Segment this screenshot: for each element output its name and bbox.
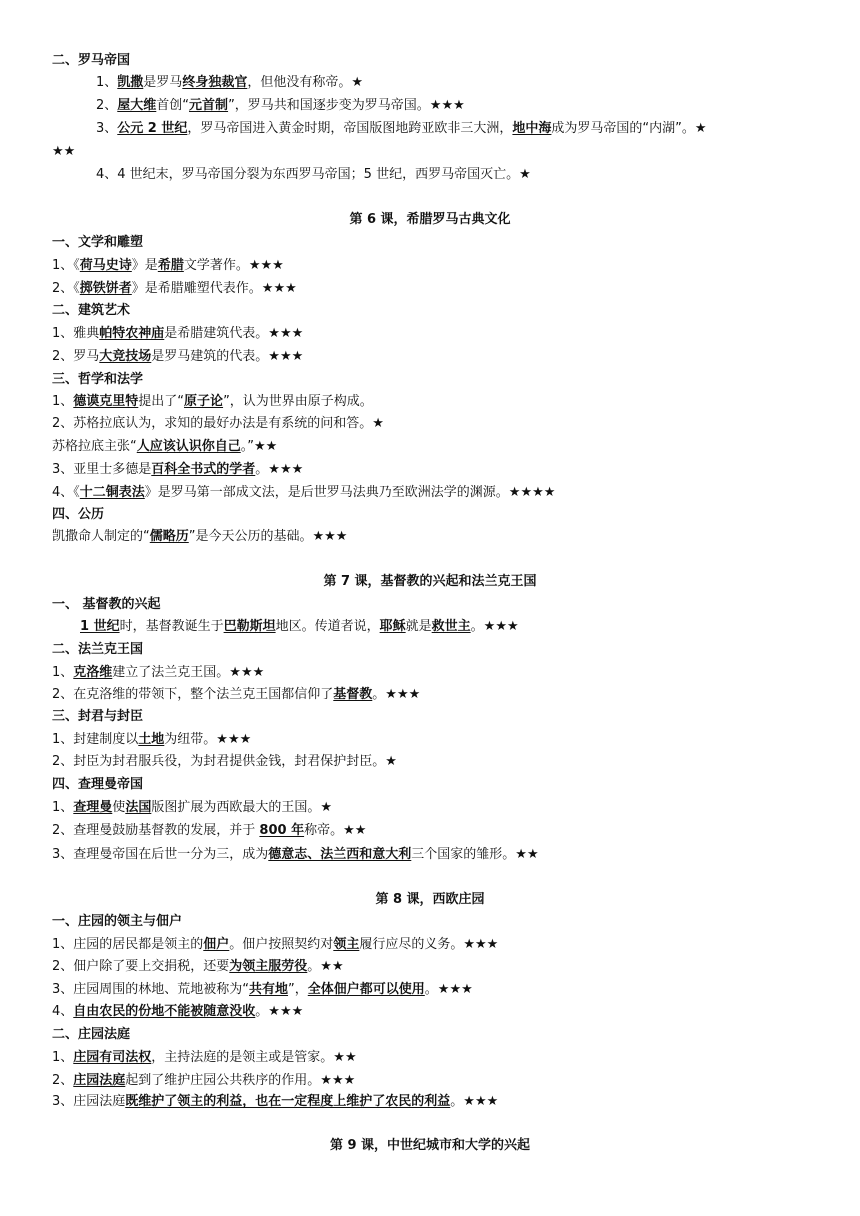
text-span: ”，: [288, 982, 308, 997]
text-span: ★★: [52, 144, 76, 159]
section-heading: [52, 776, 860, 794]
text-span: 2、佃户除了要上交捐税，还要: [52, 959, 230, 974]
text-span: 4、4 世纪末，罗马帝国分裂为东西罗马帝国；5 世纪，西罗马帝国灭亡。★: [96, 167, 531, 182]
text-span: 一、庄园的领主与佃户: [52, 914, 183, 929]
keyword: 领主: [333, 937, 360, 952]
lesson-title: [0, 573, 860, 591]
text-line: [96, 120, 860, 138]
text-line: [52, 415, 860, 433]
text-span: 第 8 课，西欧庄园: [375, 892, 485, 907]
keyword: 德谟克里特: [73, 394, 139, 409]
text-span: 二、庄园法庭: [52, 1027, 131, 1042]
keyword: 原子论: [184, 394, 224, 409]
text-span: 第 6 课，希腊罗马古典文化: [349, 212, 511, 227]
keyword: 800 年: [259, 823, 305, 838]
text-span: 2、封臣为封君服兵役，为封君提供金钱，封君保护封臣。★: [52, 754, 397, 769]
text-line: [52, 936, 860, 954]
text-line: [52, 484, 860, 502]
text-span: ”是今天公历的基础。★★★: [188, 529, 348, 544]
keyword: 法国: [125, 800, 152, 815]
text-span: 四、公历: [52, 507, 105, 522]
text-span: 1、: [96, 75, 118, 90]
section-heading: [52, 302, 860, 320]
text-span: 使: [112, 800, 126, 815]
text-span: 1、: [52, 800, 74, 815]
keyword: 人应该认识你自己: [136, 439, 241, 454]
keyword: 1 世纪: [80, 619, 120, 634]
text-span: 2、在克洛维的带领下，整个法兰克王国都信仰了: [52, 687, 334, 702]
text-span: 1、雅典: [52, 326, 100, 341]
text-span: 苏格拉底主张“: [52, 439, 137, 454]
text-span: 版图扩展为西欧最大的王国。★: [151, 800, 332, 815]
keyword: 德意志、法兰西和意大利: [268, 847, 412, 862]
keyword: 既维护了领主的利益，也在一定程度上维护了农民的利益: [125, 1094, 451, 1109]
text-line: [52, 731, 860, 749]
text-line: [52, 958, 860, 976]
keyword: 十二铜表法: [79, 485, 145, 500]
text-span: 3、查理曼帝国在后世一分为三，成为: [52, 847, 269, 862]
text-span: 1、封建制度以: [52, 732, 139, 747]
lesson-title: [0, 1137, 860, 1155]
text-line: [96, 74, 860, 92]
text-span: 三个国家的雏形。★★: [411, 847, 539, 862]
text-span: 首创“: [156, 98, 190, 113]
text-span: 三、哲学和法学: [52, 372, 144, 387]
keyword: 为领主服劳役: [229, 959, 308, 974]
text-span: 4、: [52, 1004, 74, 1019]
text-span: 二、罗马帝国: [52, 53, 131, 68]
text-span: 3、庄园法庭: [52, 1094, 126, 1109]
keyword: 土地: [138, 732, 165, 747]
text-line: [52, 438, 860, 456]
keyword: 希腊: [157, 258, 184, 273]
text-line: [52, 1003, 860, 1021]
text-span: 1、: [52, 394, 74, 409]
text-line: [52, 664, 860, 682]
text-line: [52, 799, 860, 817]
text-span: 2、苏格拉底认为，求知的最好办法是有系统的问和答。★: [52, 416, 384, 431]
text-span: 二、法兰克王国: [52, 642, 144, 657]
keyword: 终身独裁官: [182, 75, 248, 90]
keyword: 地中海: [512, 121, 552, 136]
text-span: 。★★★: [255, 462, 304, 477]
keyword: 耶稣: [379, 619, 406, 634]
section-heading: [52, 1026, 860, 1044]
text-span: 。★★★: [450, 1094, 499, 1109]
keyword: 克洛维: [73, 665, 113, 680]
text-span: 第 7 课，基督教的兴起和法兰克王国: [323, 574, 537, 589]
text-line: [80, 618, 860, 636]
section-heading: [52, 52, 860, 70]
text-span: 凯撒命人制定的“: [52, 529, 150, 544]
text-span: 三、封君与封臣: [52, 709, 144, 724]
text-line: [52, 1049, 860, 1067]
text-span: 。★★★: [255, 1004, 304, 1019]
text-line: [52, 348, 860, 366]
section-heading: [52, 371, 860, 389]
text-line: [52, 981, 860, 999]
text-line: [52, 461, 860, 479]
text-span: 为纽带。★★★: [164, 732, 252, 747]
keyword: 共有地: [249, 982, 289, 997]
keyword: 儒略历: [149, 529, 189, 544]
text-span: 1、庄园的居民都是领主的: [52, 937, 204, 952]
text-span: 》是希腊雕塑代表作。★★★: [131, 281, 297, 296]
text-span: 是罗马: [143, 75, 183, 90]
text-span: 》是罗马第一部成文法，是后世罗马法典乃至欧洲法学的渊源。★★★★: [144, 485, 556, 500]
text-span: 1、: [52, 1050, 74, 1065]
text-span: ”，认为世界由原子构成。: [223, 394, 373, 409]
text-span: 2、查理曼鼓励基督教的发展，并于: [52, 823, 260, 838]
text-line: [52, 1093, 860, 1111]
keyword: 凯撒: [117, 75, 144, 90]
text-span: 3、庄园周围的林地、荒地被称为“: [52, 982, 250, 997]
keyword: 救世主: [431, 619, 471, 634]
text-span: 。★★★: [470, 619, 519, 634]
keyword: 巴勒斯坦: [223, 619, 276, 634]
text-span: 建立了法兰克王国。★★★: [112, 665, 265, 680]
text-line: [52, 257, 860, 275]
text-span: 起到了维护庄园公共秩序的作用。★★★: [125, 1073, 356, 1088]
text-span: 一、 基督教的兴起: [52, 597, 161, 612]
keyword: 荷马史诗: [79, 258, 132, 273]
section-heading: [52, 708, 860, 726]
text-span: 。”★★: [240, 439, 278, 454]
text-span: 。佃户按照契约对: [229, 937, 334, 952]
text-span: ，主持法庭的是领主或是管家。★★: [151, 1050, 357, 1065]
keyword: 庄园法庭: [73, 1073, 126, 1088]
keyword: 屋大维: [117, 98, 157, 113]
text-span: 。★★★: [424, 982, 473, 997]
text-span: 履行应尽的义务。★★★: [359, 937, 499, 952]
text-span: 文学著作。★★★: [183, 258, 284, 273]
keyword: 庄园有司法权: [73, 1050, 152, 1065]
lesson-title: [0, 211, 860, 229]
keyword: 帕特农神庙: [99, 326, 165, 341]
text-line: [52, 1072, 860, 1090]
text-span: 2、: [52, 1073, 74, 1088]
keyword: 大竞技场: [99, 349, 152, 364]
text-span: 四、查理曼帝国: [52, 777, 144, 792]
text-line: [52, 753, 860, 771]
text-span: 4、《: [52, 485, 80, 500]
text-line: [52, 686, 860, 704]
text-span: 2、《: [52, 281, 80, 296]
text-span: 就是: [405, 619, 432, 634]
text-span: 1、: [52, 665, 74, 680]
text-span: 。★★★: [372, 687, 421, 702]
text-span: ”，罗马共和国逐步变为罗马帝国。★★★: [228, 98, 465, 113]
text-span: 第 9 课，中世纪城市和大学的兴起: [329, 1138, 531, 1153]
keyword: 查理曼: [73, 800, 113, 815]
text-span: 地区。传道者说，: [275, 619, 380, 634]
keyword: 自由农民的份地不能被随意没收: [73, 1004, 256, 1019]
text-span: 是希腊建筑代表。★★★: [164, 326, 304, 341]
keyword: 百科全书式的学者: [151, 462, 256, 477]
text-line: [52, 280, 860, 298]
text-line: [52, 822, 860, 840]
text-span: 。★★: [307, 959, 344, 974]
keyword: 佃户: [203, 937, 230, 952]
text-span: ，但他没有称帝。★: [247, 75, 363, 90]
section-heading: [52, 596, 860, 614]
text-span: 3、: [96, 121, 118, 136]
section-heading: [52, 506, 860, 524]
text-span: 成为罗马帝国的“内湖”。★: [551, 121, 707, 136]
lesson-title: [0, 891, 860, 909]
text-span: 二、建筑艺术: [52, 303, 131, 318]
text-span: 1、《: [52, 258, 80, 273]
text-span: 是罗马建筑的代表。★★★: [151, 349, 304, 364]
text-line: [52, 528, 860, 546]
text-line: [52, 393, 860, 411]
text-line: [52, 325, 860, 343]
text-span: 提出了“: [138, 394, 185, 409]
section-heading: [52, 234, 860, 252]
keyword: 基督教: [333, 687, 373, 702]
section-heading: [52, 913, 860, 931]
text-span: 》是: [131, 258, 158, 273]
keyword: 公元 2 世纪: [117, 121, 188, 136]
section-heading: [52, 641, 860, 659]
text-span: 2、罗马: [52, 349, 100, 364]
keyword: 掷铁饼者: [79, 281, 132, 296]
text-span: 称帝。★★: [304, 823, 367, 838]
text-line: [96, 166, 860, 184]
text-span: ，罗马帝国进入黄金时期，帝国版图地跨亚欧非三大洲，: [187, 121, 513, 136]
keyword: 全体佃户都可以使用: [307, 982, 425, 997]
text-span: 一、文学和雕塑: [52, 235, 144, 250]
text-line: [52, 846, 860, 864]
text-span: 2、: [96, 98, 118, 113]
keyword: 元首制: [189, 98, 229, 113]
text-span: 时，基督教诞生于: [119, 619, 224, 634]
text-line: [52, 143, 860, 161]
text-line: [96, 97, 860, 115]
text-span: 3、亚里士多德是: [52, 462, 152, 477]
